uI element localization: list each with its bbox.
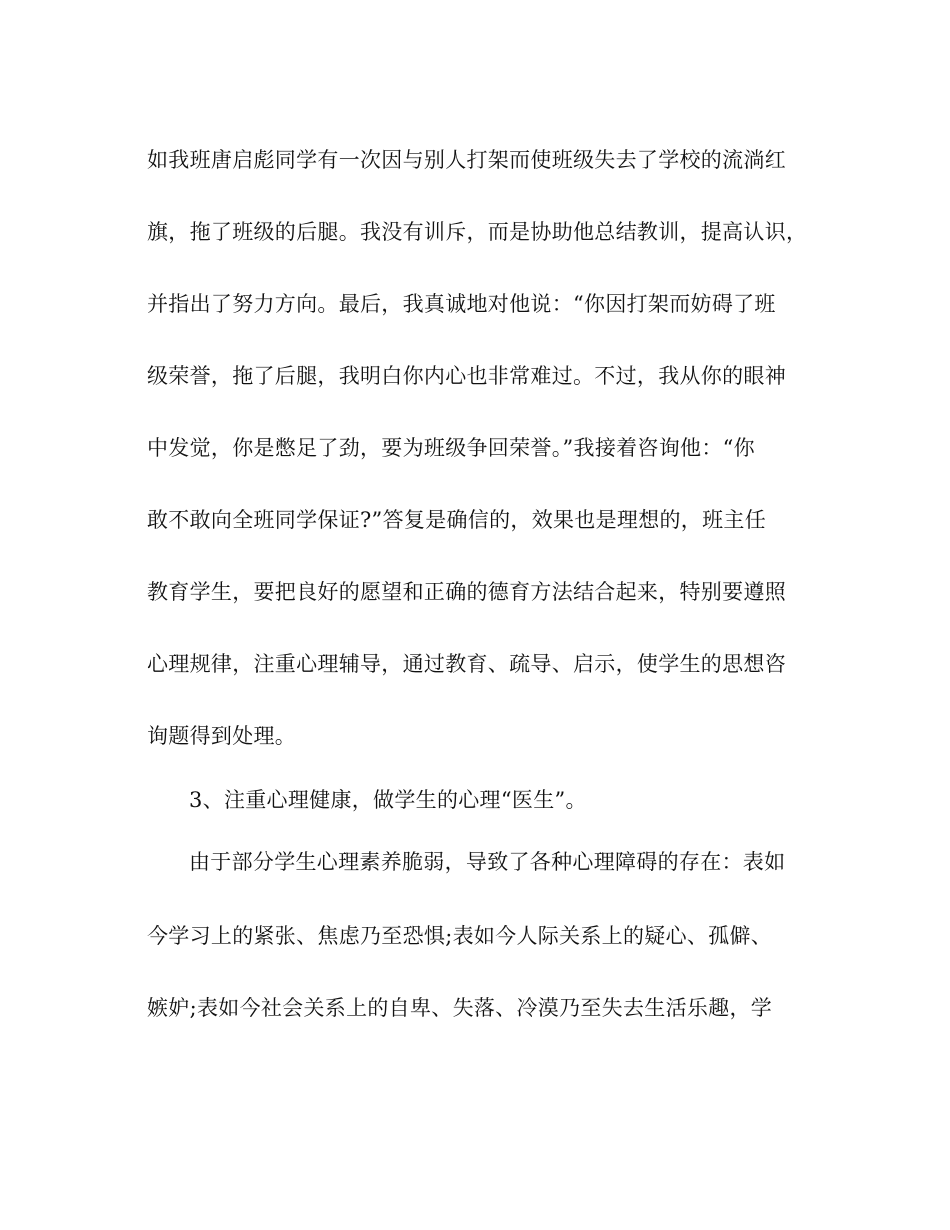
paragraph-line: 心理规律，注重心理辅导，通过教育、疏导、启示，使学生的思想咨 — [147, 652, 786, 676]
paragraph-line: 中发觉，你是憋足了劲，要为班级争回荣誉。”我接着咨询他：“你 — [147, 436, 755, 460]
paragraph-line: 由于部分学生心理素养脆弱，导致了各种心理障碍的存在：表如 — [189, 850, 786, 874]
paragraph-line: 级荣誉，拖了后腿，我明白你内心也非常难过。不过，我从你的眼神 — [147, 364, 786, 388]
paragraph-line: 嫉妒;表如今社会关系上的自卑、失落、冷漠乃至失去生活乐趣，学 — [147, 996, 773, 1020]
paragraph-line: 并指出了努力方向。最后，我真诚地对他说：“你因打架而妨碍了班 — [147, 292, 776, 316]
paragraph-line: 询题得到处理。 — [147, 724, 297, 748]
paragraph-line: 今学习上的紧张、焦虑乃至恐惧;表如今人际关系上的疑心、孤僻、 — [147, 924, 773, 948]
section-heading: 3、注重心理健康，做学生的心理“医生”。 — [189, 788, 587, 812]
paragraph-line: 如我班唐启彪同学有一次因与别人打架而使班级失去了学校的流淌红 — [147, 148, 786, 172]
paragraph-line: 旗，拖了班级的后腿。我没有训斥，而是协助他总结教训，提高认识， — [147, 220, 808, 244]
paragraph-line: 敢不敢向全班同学保证?”答复是确信的，效果也是理想的，班主任 — [147, 508, 766, 532]
paragraph-line: 教育学生，要把良好的愿望和正确的德育方法结合起来，特别要遵照 — [147, 580, 786, 604]
